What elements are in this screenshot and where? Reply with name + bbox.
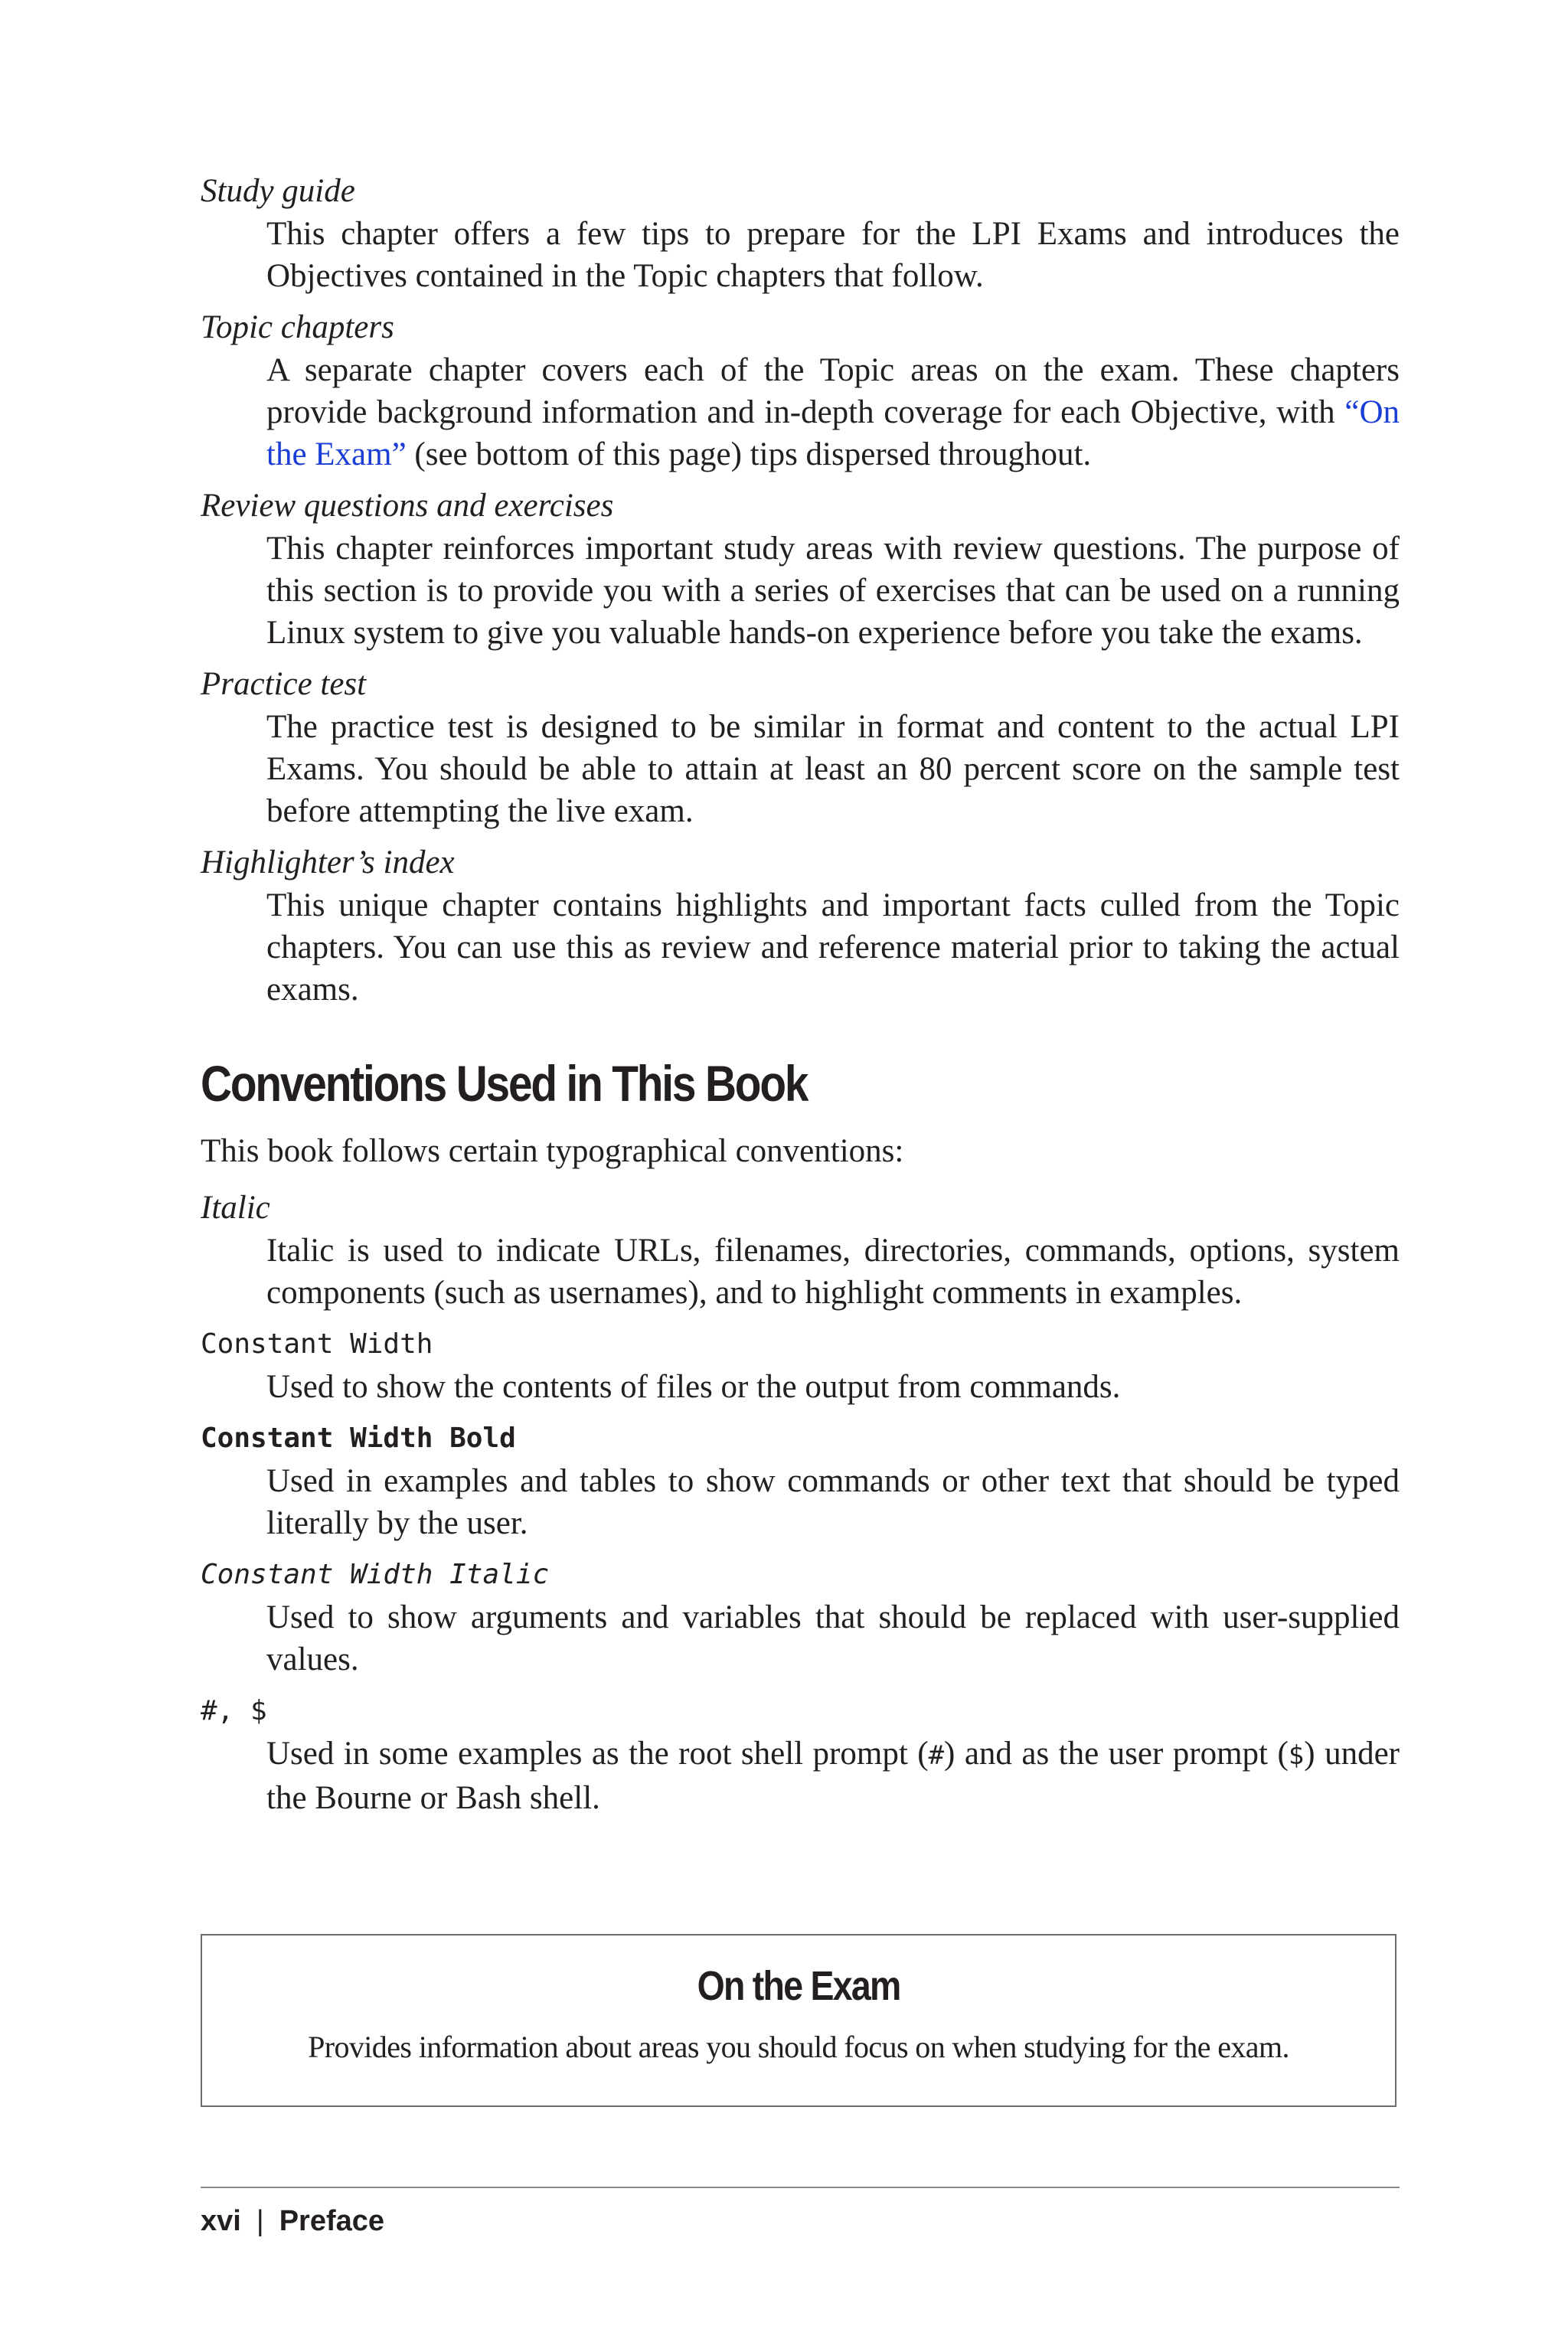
on-the-exam-title: On the Exam xyxy=(697,1963,900,2009)
convention-desc-constant-width: Used to show the contents of files or the output from commands. xyxy=(266,1369,1121,1405)
convention-term-constant-width-italic: Constant Width Italic xyxy=(201,1559,550,1590)
page-footer xyxy=(201,2202,384,2240)
on-the-exam-text: Provides information about areas you should focus on when studying for the exam. xyxy=(308,2030,1289,2064)
chapter-desc-topic-chapters xyxy=(266,349,1400,475)
chapter-desc-study-guide: This chapter offers a few tips to prepare for the LPI Exams and introduces the Objectives contained in the Topic chapters that follow. xyxy=(266,216,1400,294)
conventions-heading: Conventions Used in This Book xyxy=(201,1055,808,1112)
chapter-term-study-guide: Study guide xyxy=(201,173,355,209)
chapter-term-highlighters-index: Highlighter’s index xyxy=(201,844,455,880)
footer-separator: | xyxy=(256,2205,264,2237)
convention-term-italic: Italic xyxy=(201,1190,270,1226)
chapter-term-topic-chapters: Topic chapters xyxy=(201,309,394,345)
prompts-desc-c: ) under the Bourne or Bash shell. xyxy=(266,1736,1400,1816)
convention-term-constant-width: Constant Width xyxy=(201,1328,433,1360)
convention-term-prompts: #, $ xyxy=(201,1695,267,1726)
topic-desc-pre: A separate chapter covers each of the Topic areas on the exam. These chapters provide background information and in-depth coverage for each Objective, with xyxy=(266,352,1400,430)
convention-desc-constant-width-italic: Used to show arguments and variables that should be replaced with user-supplied values. xyxy=(266,1599,1400,1677)
convention-desc-prompts xyxy=(266,1733,1400,1819)
root-prompt-code: # xyxy=(928,1740,945,1771)
footer-section-title: Preface xyxy=(279,2205,385,2237)
page-number: xvi xyxy=(201,2205,241,2237)
prompts-desc-a: Used in some examples as the root shell prompt ( xyxy=(266,1736,929,1772)
chapter-desc-review-questions: This chapter reinforces important study areas with review questions. The purpose of this section is to provide you with a series of exercises that can be used on a running Linux system to give you valuable hands-on experience before you take the exams. xyxy=(266,531,1400,651)
on-the-exam-link[interactable]: “On the Exam” xyxy=(266,394,1400,472)
topic-desc-post: (see bottom of this page) tips dispersed throughout. xyxy=(406,436,1092,472)
conventions-intro: This book follows certain typographical conventions: xyxy=(201,1133,904,1169)
user-prompt-code: $ xyxy=(1288,1740,1305,1771)
convention-desc-italic: Italic is used to indicate URLs, filenames, directories, commands, options, system components (such as usernames), and to highlight comments in examples. xyxy=(266,1233,1400,1311)
chapter-desc-highlighters-index: This unique chapter contains highlights and important facts culled from the Topic chapters. You can use this as review and reference material prior to taking the actual exams. xyxy=(266,887,1400,1008)
chapter-term-practice-test: Practice test xyxy=(201,666,367,702)
on-the-exam-box xyxy=(201,1934,1396,2107)
chapter-desc-practice-test: The practice test is designed to be similar in format and content to the actual LPI Exams. You should be able to attain at least an 80 percent score on the sample test before attempting the live exam. xyxy=(266,709,1400,829)
convention-term-constant-width-bold: Constant Width Bold xyxy=(201,1423,516,1454)
footer-divider xyxy=(201,2187,1400,2188)
prompts-desc-b: ) and as the user prompt ( xyxy=(944,1736,1289,1772)
chapter-term-review-questions: Review questions and exercises xyxy=(201,488,614,524)
page-content xyxy=(201,170,1400,1828)
convention-desc-constant-width-bold: Used in examples and tables to show commands or other text that should be typed literally by the user. xyxy=(266,1463,1400,1541)
